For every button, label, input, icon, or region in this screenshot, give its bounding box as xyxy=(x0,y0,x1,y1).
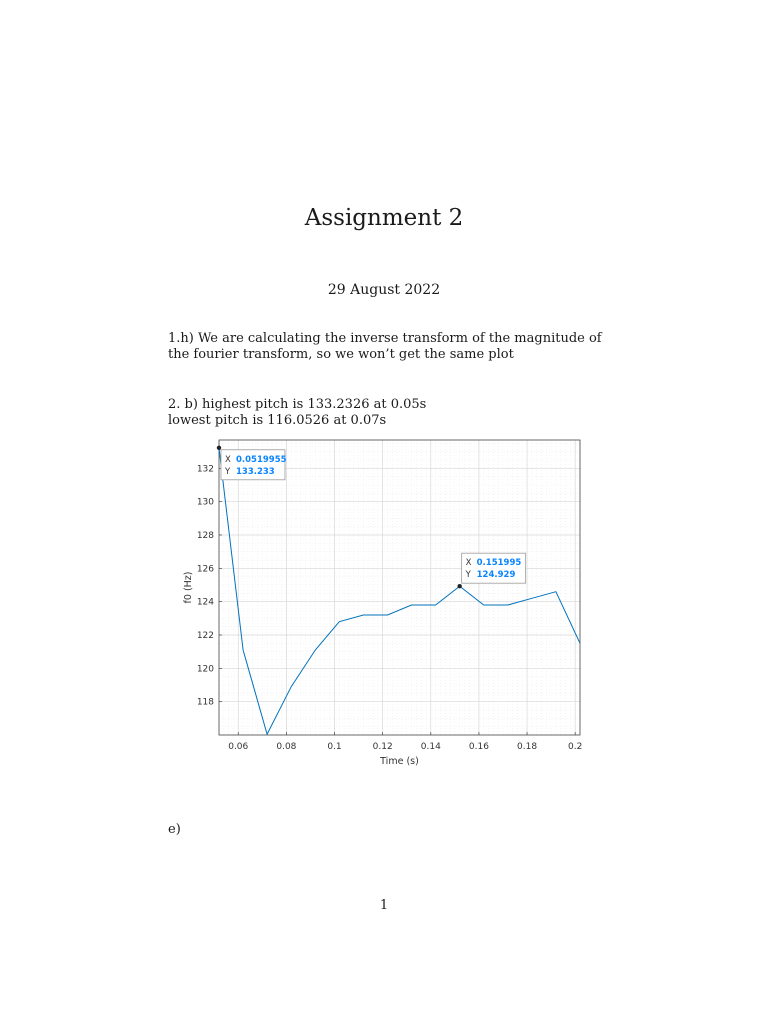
answer-1h: 1.h) We are calculating the inverse transform of the magnitude of the fourier transform, so we won’t get the same plot xyxy=(168,331,602,362)
x-tick-label: 0.08 xyxy=(276,742,297,752)
y-tick-label: 132 xyxy=(196,464,214,475)
x-tick-label: 0.14 xyxy=(420,742,441,752)
x-axis-label: Time (s) xyxy=(380,756,419,767)
datatip-y-label: Y xyxy=(224,466,231,477)
y-tick-label: 128 xyxy=(196,531,214,541)
y-tick-label: 124 xyxy=(196,597,214,608)
plot-frame xyxy=(219,440,580,735)
answer-2b-line1: 2. b) highest pitch is 133.2326 at 0.05s xyxy=(168,397,427,412)
datatip-box xyxy=(221,450,287,480)
x-tick-label: 0.1 xyxy=(327,742,342,752)
datatip-marker xyxy=(457,584,461,588)
x-tick-label: 0.18 xyxy=(517,742,538,752)
datatip-box xyxy=(462,553,526,583)
y-tick-label: 130 xyxy=(196,497,214,508)
pitch-line xyxy=(219,448,580,734)
y-tick-label: 126 xyxy=(196,564,214,575)
x-tick-label: 0.16 xyxy=(468,742,489,752)
document-date: 29 August 2022 xyxy=(327,282,441,298)
pitch-chart xyxy=(168,430,588,775)
x-tick-label: 0.06 xyxy=(228,742,249,752)
x-tick-label: 0.2 xyxy=(568,742,583,752)
x-tick-label: 0.12 xyxy=(372,742,393,752)
page-number: 1 xyxy=(379,898,389,913)
datatip-y-label: Y xyxy=(465,570,471,581)
datatip-marker xyxy=(217,446,221,450)
datatip-x-value: 0.0519955 xyxy=(235,454,287,465)
answer-e-label: e) xyxy=(168,822,181,837)
datatip-x-label: X xyxy=(224,454,231,465)
datatip-x-value: 0.151995 xyxy=(476,558,522,569)
document-title: Assignment 2 xyxy=(304,205,464,231)
pitch-chart-svg xyxy=(168,430,588,775)
y-tick-label: 118 xyxy=(196,697,214,708)
answer-2b-line2: lowest pitch is 116.0526 at 0.07s xyxy=(168,413,387,428)
y-axis-label: f0 (Hz) xyxy=(183,571,194,604)
y-axis-ticks xyxy=(197,464,222,707)
series-layer xyxy=(219,448,580,734)
datatip-x-label: X xyxy=(465,558,472,569)
datatip-y-value: 133.233 xyxy=(235,466,275,477)
minor-grid xyxy=(219,440,580,735)
y-tick-label: 120 xyxy=(196,664,214,675)
major-grid xyxy=(219,440,580,735)
datatip-y-value: 124.929 xyxy=(476,570,516,581)
y-tick-label: 122 xyxy=(196,631,214,641)
answer-2b xyxy=(168,397,608,429)
datatips-layer xyxy=(217,446,526,589)
